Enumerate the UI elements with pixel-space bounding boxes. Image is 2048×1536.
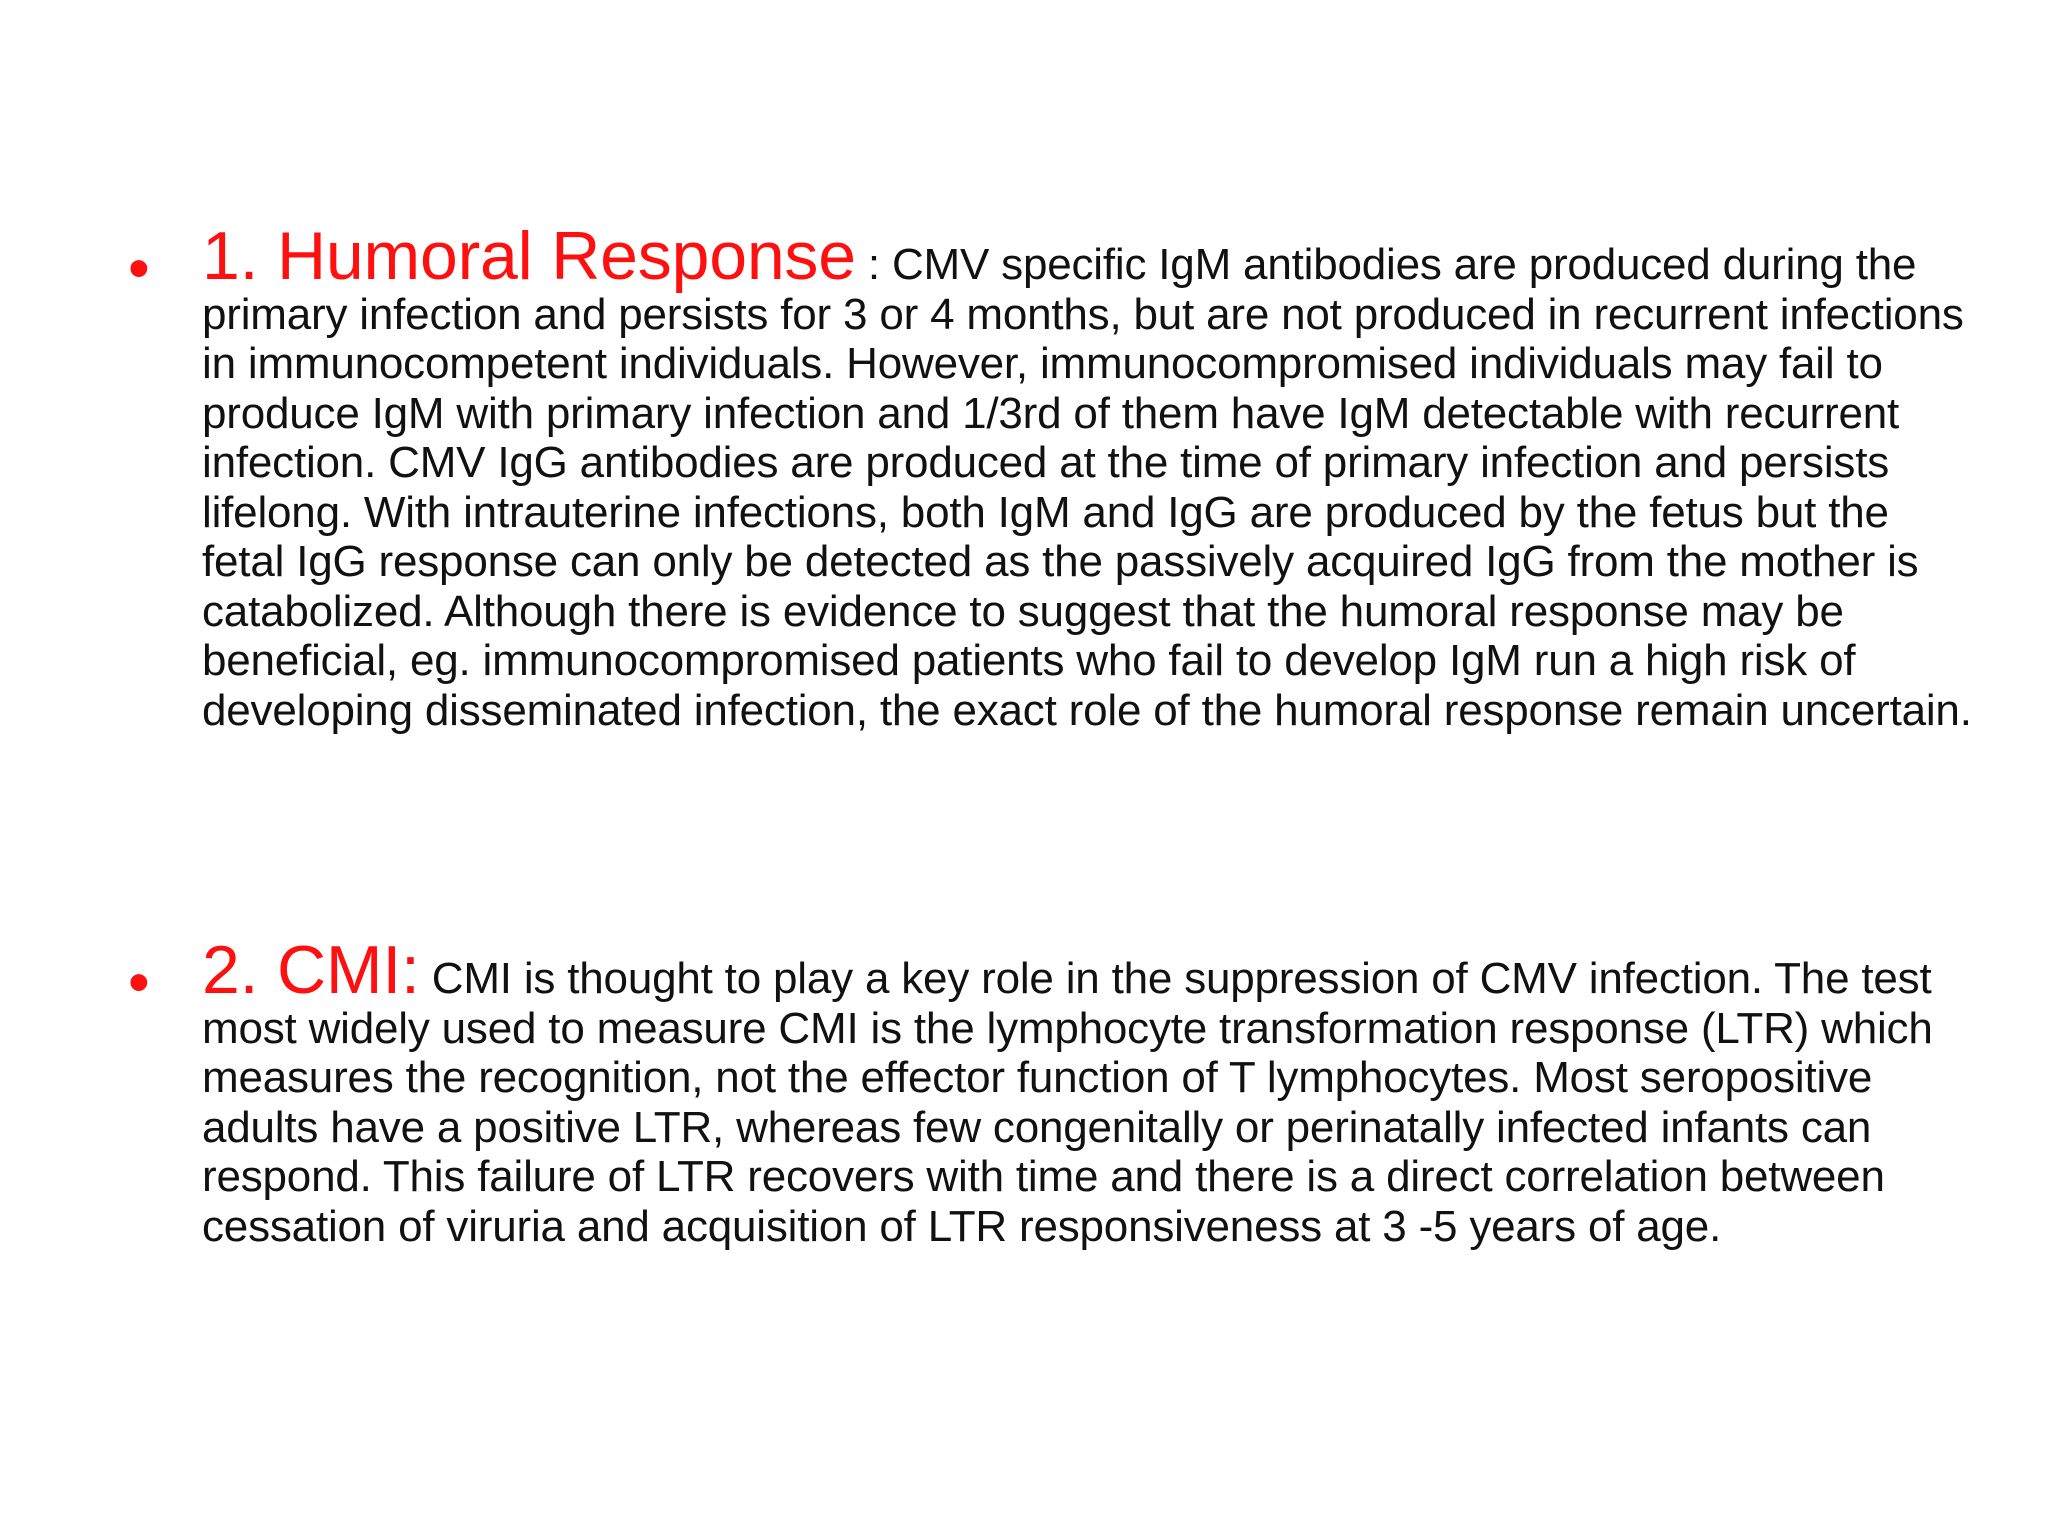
bullet-body: CMV specific IgM antibodies are produced during the primary infection and persists for 3 or 4 months, but are not produced in recurrent infections in immunocompetent individuals. However, immunocompromised individuals may fail to produce IgM with primary infection and 1/3rd of them have IgM detectable with recurrent infection. CMV IgG antibodies are produced at the time of primary infection and persists lifelong. With intrauterine infections, both IgM and IgG are produced by the fetus but the fetal IgG response can only be detected as the passively acquired IgG from the mother is catabolized. Although there is evidence to suggest that the humoral response may be beneficial, eg. immunocompromised patients who fail to develop IgM run a high risk of developing disseminated infection, the exact role of the humoral response remain uncertain. (202, 240, 1972, 735)
bullet-paragraph (202, 932, 1980, 1251)
bullet-icon: • (128, 234, 150, 303)
bullet-paragraph (202, 218, 1980, 735)
bullet-heading: 2. CMI: (202, 932, 420, 1008)
bullet-heading: 1. Humoral Response (202, 218, 856, 294)
bullet-item-humoral-response (110, 218, 1980, 735)
bullet-separator: : (855, 240, 892, 289)
bullet-item-cmi (110, 932, 1980, 1251)
bullet-separator (420, 954, 432, 1003)
bullet-body: CMI is thought to play a key role in the suppression of CMV infection. The test most widely used to measure CMI is the lymphocyte transformation response (LTR) which measures the recognition, not the effector function of T lymphocytes. Most seropositive adults have a positive LTR, whereas few congenitally or perinatally infected infants can respond. This failure of LTR recovers with time and there is a direct correlation between cessation of viruria and acquisition of LTR responsiveness at 3 -5 years of age. (202, 954, 1933, 1251)
bullet-icon: • (128, 948, 150, 1017)
